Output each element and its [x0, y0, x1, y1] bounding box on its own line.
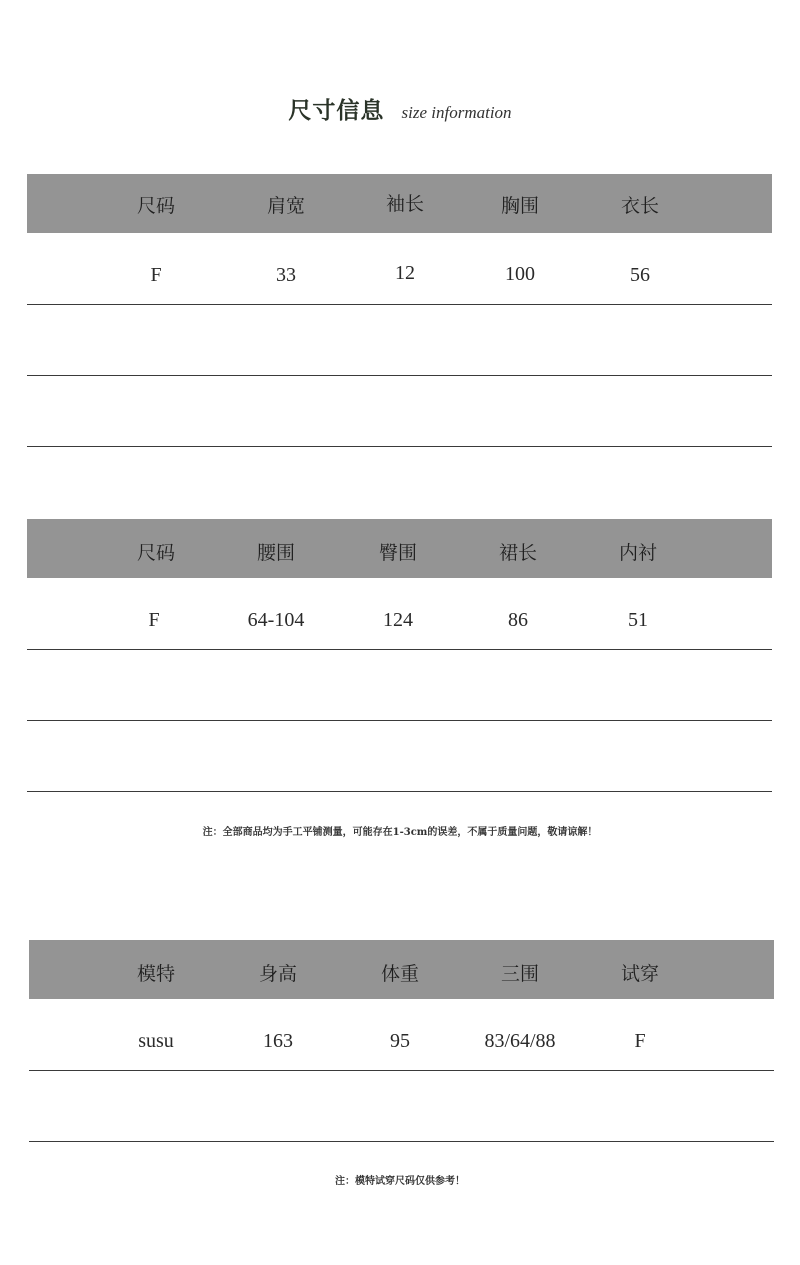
value-cell-chest: 100: [505, 263, 535, 285]
value-cell-weight: 95: [390, 1030, 410, 1052]
header-cell-skirt-length: 裙长: [498, 542, 537, 564]
header-cell-size: 尺码: [136, 542, 175, 564]
value-cell-sleeve: 12: [395, 262, 415, 284]
row-divider: [27, 791, 772, 792]
model-note: 注：模特试穿尺码仅供参考！: [335, 1176, 465, 1187]
header-cell-waist: 腰围: [256, 542, 295, 564]
value-cell-skirt-length: 86: [508, 609, 528, 631]
row-divider: [27, 375, 772, 376]
value-cell-height: 163: [263, 1030, 293, 1052]
header-cell-fitting: 试穿: [620, 963, 659, 985]
header-cell-height: 身高: [258, 963, 297, 985]
value-cell-model: susu: [138, 1030, 174, 1052]
header-cell-measurements: 三围: [500, 963, 539, 985]
header-cell-sleeve: 袖长: [385, 193, 424, 215]
size-table-top: [27, 174, 772, 448]
row-divider: [29, 1070, 774, 1071]
header-cell-chest: 胸围: [500, 195, 539, 217]
value-cell-hip: 124: [383, 609, 413, 631]
header-cell-weight: 体重: [380, 963, 419, 985]
table-header-row: [29, 940, 774, 999]
page-title: [0, 92, 800, 125]
value-cell-length: 56: [630, 264, 650, 286]
value-cell-measurements: 83/64/88: [484, 1030, 556, 1052]
header-cell-length: 衣长: [620, 195, 659, 217]
table-header-row: [27, 174, 772, 233]
row-divider: [27, 304, 772, 305]
value-cell-shoulder: 33: [276, 264, 296, 286]
row-divider: [27, 720, 772, 721]
value-cell-size: F: [150, 264, 162, 286]
row-divider: [27, 446, 772, 447]
value-cell-fitting: F: [634, 1030, 646, 1052]
table-header-row: [27, 519, 772, 578]
model-table: [29, 940, 774, 1143]
row-divider: [29, 1141, 774, 1142]
value-cell-lining: 51: [628, 609, 648, 631]
header-cell-hip: 臀围: [378, 542, 417, 564]
measurement-note: 注：全部商品均为手工平铺测量，可能存在1-3cm的误差，不属于质量问题，敬请谅解！: [202, 827, 598, 838]
row-divider: [27, 649, 772, 650]
header-cell-size: 尺码: [136, 195, 175, 217]
title-chinese: 尺寸信息: [288, 97, 385, 124]
title-english: size information: [401, 103, 512, 122]
header-cell-shoulder: 肩宽: [266, 195, 305, 217]
size-table-middle: [27, 519, 772, 793]
header-cell-model: 模特: [136, 963, 175, 985]
value-cell-size: F: [148, 609, 160, 631]
header-cell-lining: 内衬: [618, 542, 657, 564]
value-cell-waist: 64-104: [247, 609, 305, 631]
